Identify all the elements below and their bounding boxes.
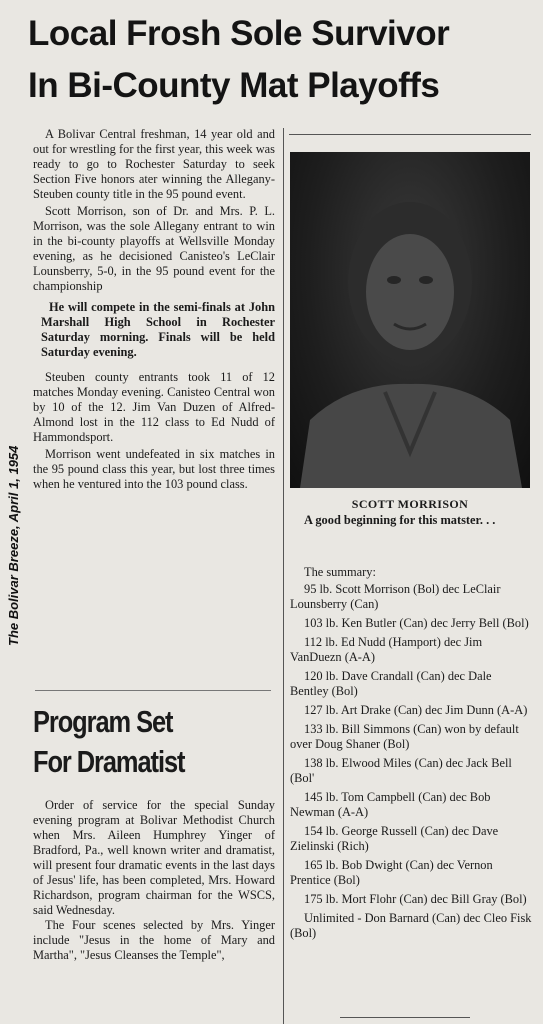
headline-line-1: Local Frosh Sole Survivor xyxy=(28,14,450,53)
summary-entry: 95 lb. Scott Morrison (Bol) dec LeClair Lounsberry (Can) xyxy=(290,582,501,611)
summary-entry: 165 lb. Bob Dwight (Can) dec Vernon Prentice (Bol) xyxy=(290,858,493,887)
summary-entry: 154 lb. George Russell (Can) dec Dave Zielinski (Rich) xyxy=(290,824,499,853)
photo-caption-text: A good beginning for this matster. . . xyxy=(304,513,496,527)
summary-entry: 120 lb. Dave Crandall (Can) dec Dale Bentley (Bol) xyxy=(290,669,492,698)
summary-entry: 138 lb. Elwood Miles (Can) dec Jack Bell (Bol' xyxy=(290,756,512,785)
results-summary xyxy=(290,565,532,945)
summary-entry: 145 lb. Tom Campbell (Can) dec Bob Newman (A-A) xyxy=(290,790,491,819)
article-paragraph: A Bolivar Central freshman, 14 year old and out for wrestling for the first year, this week was ready to go to Rochester Saturday to seek Section Five honors ater winning the Allegany-Steuben county title in the 95 pound event. xyxy=(33,127,275,201)
column-divider xyxy=(283,128,284,1024)
summary-entry: 133 lb. Bill Simmons (Can) won by default over Doug Shaner (Bol) xyxy=(290,722,519,751)
summary-title: The summary: xyxy=(304,565,376,579)
column-top-rule xyxy=(289,134,531,135)
source-credit: The Bolivar Breeze, April 1, 1954 xyxy=(6,445,21,646)
article-paragraph: Scott Morrison, son of Dr. and Mrs. P. L. Morrison, was the sole Allegany entrant to win in the bi-county playoffs at Wellsville Monday evening, as he decisioned Canisteo's LeClair Lounsberry, 5-0, in the 95 pound event for the championship xyxy=(33,204,275,293)
portrait-photo xyxy=(290,152,530,488)
article-bold-paragraph: He will compete in the semi-finals at John Marshall High School in Rochester Saturday morning. Finals will be held Saturday evening. xyxy=(41,300,275,359)
section-divider xyxy=(35,690,271,691)
article-paragraph: Morrison went undefeated in six matches in the 95 pound class this year, but lost three times when he ventured into the 103 pound class. xyxy=(33,447,275,491)
summary-entry: 112 lb. Ed Nudd (Hamport) dec Jim VanDuezn (A-A) xyxy=(290,635,483,664)
article-dramatist-headline xyxy=(33,702,230,782)
article-paragraph: Steuben county entrants took 11 of 12 matches Monday evening. Canisteo Central won by 10 of the 12. Jim Van Duzen of Alfred-Almond lost in the 112 class to Ed Nudd of Hammondsport. xyxy=(33,370,275,444)
article-paragraph: The Four scenes selected by Mrs. Yinger include "Jesus in the home of Mary and Martha", "Jesus Cleanses the Temple", xyxy=(33,918,275,962)
summary-entry: Unlimited - Don Barnard (Can) dec Cleo Fisk (Bol) xyxy=(290,911,532,940)
photo-caption xyxy=(290,513,530,528)
summary-entry: 175 lb. Mort Flohr (Can) dec Bill Gray (Bol) xyxy=(304,892,527,906)
summary-entry: 127 lb. Art Drake (Can) dec Jim Dunn (A-A) xyxy=(304,703,528,717)
article-dramatist xyxy=(33,798,275,963)
headline-line-2: In Bi-County Mat Playoffs xyxy=(28,66,440,105)
subhead-line-2: For Dramatist xyxy=(33,744,185,779)
summary-entry: 103 lb. Ken Butler (Can) dec Jerry Bell (Bol) xyxy=(304,616,529,630)
photo-caption-name: SCOTT MORRISON xyxy=(351,497,469,511)
subhead-line-1: Program Set xyxy=(33,704,173,739)
portrait-illustration xyxy=(290,152,530,488)
headline xyxy=(28,8,533,112)
article-wrestling xyxy=(33,127,275,494)
column-end-rule xyxy=(340,1017,470,1018)
article-paragraph: Order of service for the special Sunday evening program at Bolivar Methodist Church when Mrs. Aileen Humphrey Yinger of Bradford, Pa., well known writer and dramatist, will present four dramatic events in the last days of Jesus' life, has been completed, Mrs. Howard Richardson, program chairman for the WSCS, said Wednesday. xyxy=(33,798,275,917)
